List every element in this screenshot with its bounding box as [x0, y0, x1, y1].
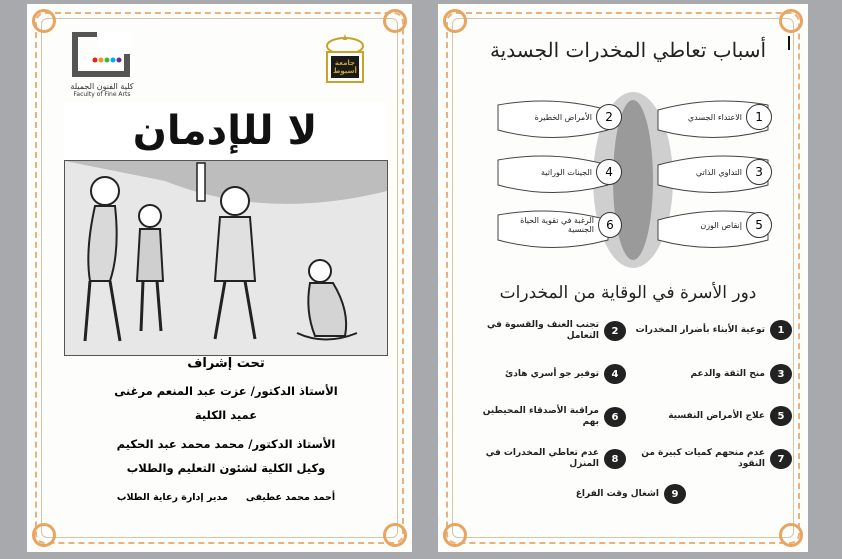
corner-ornament [32, 523, 56, 547]
prevention-item [468, 448, 626, 470]
fine-arts-name-ar: كلية الفنون الجميلة [70, 82, 134, 91]
prevention-text: مراقبة الأصدقاء المحيطين بهم [482, 406, 599, 427]
corner-ornament [443, 523, 467, 547]
corner-ornament [779, 523, 803, 547]
prevention-text: تجنب العنف والقسوة في التعامل [486, 320, 599, 341]
prevention-text: عدم تعاطي المخدرات في المنزل [485, 448, 599, 469]
cause-text: الرغبة في تقوية الحياة الجنسية [520, 216, 594, 234]
supervision-heading: تحت إشراف [187, 356, 265, 371]
footer-name: أحمد محمد عطيفى [245, 492, 336, 503]
prevention-item [634, 406, 792, 426]
corner-ornament [443, 9, 467, 33]
prevention-number: 6 [604, 407, 626, 427]
right-page [438, 4, 808, 552]
faculty-fine-arts-logo [67, 32, 137, 98]
prevention-number: 4 [604, 364, 626, 384]
prevention-item [634, 364, 792, 384]
cause-text: الاعتداء الجسدي [687, 112, 742, 122]
corner-ornament [779, 9, 803, 33]
cause-item [650, 212, 772, 238]
prevention-text: توعية الأبناء بأضرار المخدرات [635, 324, 765, 335]
cause-number: 1 [746, 104, 772, 130]
anti-drug-cartoon-image [64, 160, 388, 356]
cause-number: 3 [746, 159, 772, 185]
prevention-text: عدم منحهم كميات كبيرة من النقود [641, 448, 765, 469]
cause-item [500, 212, 622, 238]
prevention-item [528, 484, 686, 504]
prevention-text: اشغال وقت الفراغ [575, 488, 659, 499]
cause-number: 4 [596, 159, 622, 185]
fine-arts-name-en: Faculty of Fine Arts [73, 91, 131, 98]
cartoon-illustration-icon [65, 161, 387, 355]
cause-item [650, 104, 772, 130]
cause-text: الجينات الوراثية [541, 167, 592, 177]
prevention-title: دور الأسرة في الوقاية من المخدرات [499, 283, 757, 303]
corner-ornament [32, 9, 56, 33]
footer-signature [67, 492, 385, 503]
fine-arts-logo-icon [67, 32, 137, 78]
assiut-university-logo [323, 32, 367, 86]
cause-item [500, 104, 622, 130]
cause-item [650, 159, 772, 185]
corner-ornament [383, 523, 407, 547]
prevention-text: توفير جو أسري هادئ [505, 368, 599, 379]
left-page [27, 4, 412, 552]
text-cursor [788, 36, 790, 50]
supervisor1-title: عميد الكلية [194, 408, 258, 422]
supervisor2-title: وكيل الكلية لشئون التعليم والطلاب [126, 461, 326, 475]
prevention-number: 2 [604, 321, 626, 341]
prevention-text: منح الثقة والدعم [690, 368, 765, 379]
cause-number: 6 [598, 212, 622, 238]
university-name: جامعة أسيوط [333, 59, 357, 75]
supervisor1-name: الأستاذ الدكتور/ عزت عبد المنعم مرغنى [114, 384, 338, 398]
prevention-number: 7 [770, 449, 792, 469]
prevention-item [634, 320, 792, 340]
prevention-text: علاج الأمراض النفسية [668, 410, 765, 421]
corner-ornament [383, 9, 407, 33]
prevention-item [634, 448, 792, 470]
footer-title: مدير إدارة رعاية الطلاب [116, 492, 228, 503]
cause-text: الأمراض الخطيرة [534, 112, 592, 122]
prevention-item [468, 406, 626, 428]
cause-number: 2 [596, 104, 622, 130]
prevention-number: 3 [770, 364, 792, 384]
prevention-number: 9 [664, 484, 686, 504]
cause-item [500, 159, 622, 185]
prevention-item [468, 364, 626, 384]
no-addiction-headline: لا للإدمان [64, 103, 386, 160]
prevention-number: 8 [604, 449, 626, 469]
supervisor2-name: الأستاذ الدكتور/ محمد محمد عبد الحكيم [116, 437, 336, 451]
cause-text: التداوي الذاتي [695, 167, 742, 177]
cause-number: 5 [746, 212, 772, 238]
prevention-item [468, 320, 626, 342]
causes-title: أسباب تعاطي المخدرات الجسدية [489, 38, 767, 62]
prevention-number: 5 [770, 406, 792, 426]
cause-text: إنقاص الوزن [700, 220, 742, 230]
prevention-number: 1 [770, 320, 792, 340]
